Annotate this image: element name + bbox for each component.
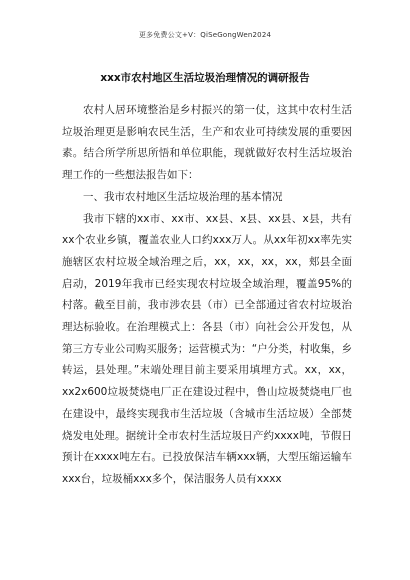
document-title: xxx市农村地区生活垃圾治理情况的调研报告 <box>100 72 310 84</box>
section-heading: 一、我市农村地区生活垃圾治理的基本情况 <box>83 190 283 203</box>
intro-paragraph: 农村人居环境整治是乡村振兴的第一仗，这其中农村生活垃圾治理更是影响农民生活，生产和农业可持续发展的重要因素。结合所学所思所悟和单位职能，现就做好农村生活垃圾治理工作的一些想法报告如下： <box>62 104 352 182</box>
header-note: 更多免费公文+V：QiSeGongWen2024 <box>138 31 272 39</box>
document-body <box>62 100 352 491</box>
section-paragraph: 我市下辖的xx市、xx市、xx县、x县、xx县、x县，共有xx个农业乡镇，覆盖农业人口约xxx万人。从xx年初xx率先实施辖区农村垃圾全域治理之后，xx，xx，xx，xx，郏县全面启动，2019年我市已经实现农村垃圾全域治理，覆盖95%的村落。截至目前，我市涉农县（市）已全部通过省农村垃圾治理达标验收。在治理模式上：各县（市）向社会公开发包，从第三方专业公司购买服务；运营模式为：“户分类，村收集，乡转运，县处理。”末端处理目前主要采用填埋方式。xx，xx，xx2x600垃圾焚烧电厂正在建设过程中，鲁山垃圾焚烧电厂也在建设中，最终实现我市生活垃圾（含城市生活垃圾）全部焚烧发电处理。据统计全市农村生活垃圾日产约xxxx吨，节假日预计在xxxx吨左右。已投放保洁车辆xxx辆，大型压缩运输车xxx台，垃圾桶xxx多个，保洁服务人员有xxxx <box>62 212 352 485</box>
